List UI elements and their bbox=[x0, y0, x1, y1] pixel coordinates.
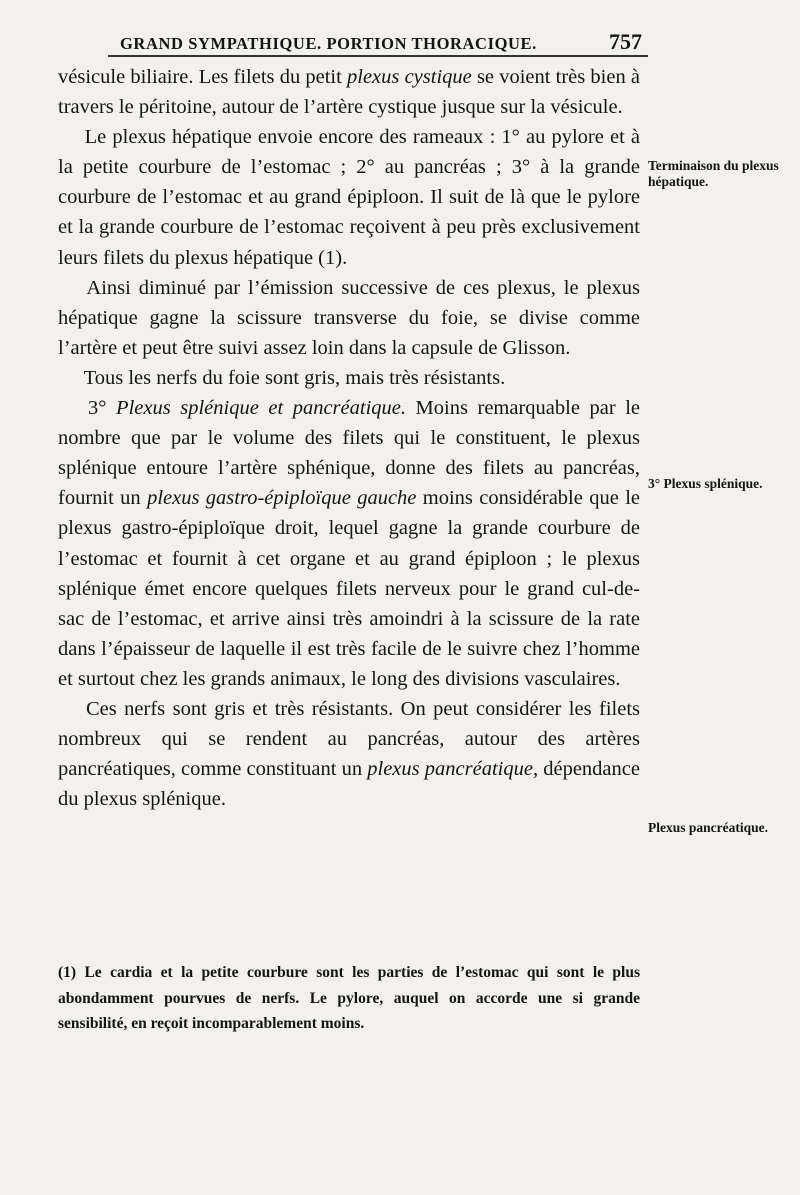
margin-note-splenique: 3° Plexus splénique. bbox=[648, 476, 763, 491]
text-run: moins considérable que le plexus gastro-épiploïque droit, lequel gagne la grande courbure de l’estomac et fournit à cet organe et au grand épiploon ; le plexus splénique émet encore quelques filets nerveux pour le grand cul-de-sac de l’estomac, et arrive ainsi très amoindri à la scissure de la rate dans l’épaisseur de laquelle il est très facile de le suivre chez l’homme et surtout chez les grands animaux, le long des divisions vasculaires. bbox=[58, 487, 641, 690]
italic-term: plexus pancréatique bbox=[367, 758, 533, 781]
text-run: vésicule biliaire. Les filets du petit bbox=[58, 66, 348, 88]
paragraph bbox=[58, 393, 640, 694]
text-run: , dépendance du plexus splénique. bbox=[58, 758, 640, 811]
text-run: Moins remarquable par le nombre que par le volume des filets qui le constituent, le plexus splénique entoure l’artère sphénique, donne des filets au pancréas, fournit un bbox=[58, 397, 641, 510]
italic-term: plexus gastro-épiploïque gauche bbox=[147, 487, 417, 510]
text-run: 3° bbox=[58, 397, 117, 420]
main-text bbox=[58, 62, 640, 814]
margin-note-pancreatique: Plexus pancréatique. bbox=[648, 820, 768, 835]
paragraph bbox=[58, 122, 640, 272]
paragraph bbox=[58, 62, 640, 122]
text-run: Le plexus hépatique envoie encore des rameaux : 1° au pylore et à la petite courbure de l’estomac ; 2° au pancréas ; 3° à la grande courbure de l’estomac et au grand épiploon. Il suit de là que le pylore et la grande courbure de l’estomac reçoivent à peu près exclusivement leurs filets du plexus hépatique (1). bbox=[58, 126, 640, 269]
italic-term: Plexus splénique et pancréatique. bbox=[116, 397, 406, 420]
footnote bbox=[58, 960, 640, 1037]
page-number: 757 bbox=[609, 29, 642, 54]
text-run: Ces nerfs sont gris et très résistants. On peut considérer les filets nombreux qui se rendent au pancréas, autour des artères pancréatiques, comme constituant un bbox=[58, 697, 640, 781]
header-title: GRAND SYMPATHIQUE. PORTION THORACIQUE. bbox=[120, 34, 537, 53]
text-run: Ainsi diminué par l’émission successive de ces plexus, le plexus hépatique gagne la scissure transverse du foie, se divise comme l’artère et peut être suivi assez loin dans la capsule de Glisson. bbox=[58, 276, 640, 359]
italic-term: plexus cystique bbox=[347, 66, 472, 88]
paragraph bbox=[58, 273, 640, 363]
margin-note-terminaison: Terminaison du plexus hépatique. bbox=[648, 158, 779, 189]
footnote-text: (1) Le cardia et la petite courbure sont les parties de l’estomac qui sont le plus abondamment pourvues de nerfs. Le pylore, auquel on accorde une si grande sensibilité, en reçoit incomparablement moins. bbox=[58, 964, 640, 1032]
text-run: Tous les nerfs du foie sont gris, mais très résistants. bbox=[58, 366, 506, 389]
paragraph bbox=[58, 363, 640, 393]
paragraph bbox=[58, 694, 640, 814]
text-run: se voient très bien à travers le péritoine, autour de l’artère cystique jusque sur la vésicule. bbox=[58, 66, 641, 119]
header-rule bbox=[108, 55, 648, 57]
